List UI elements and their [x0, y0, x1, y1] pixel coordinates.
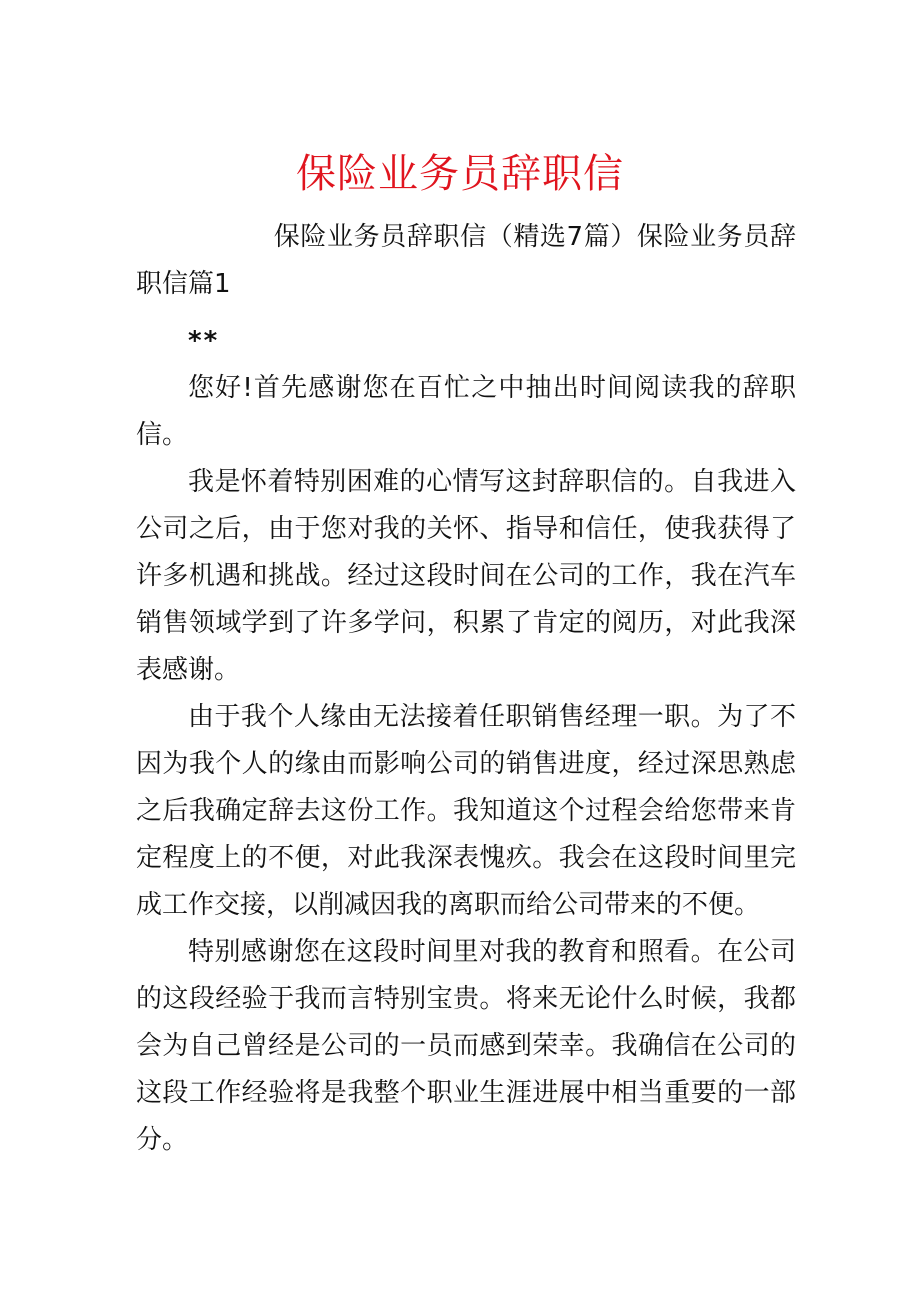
- paragraph-1: 您好!首先感谢您在百忙之中抽出时间阅读我的辞职信。: [136, 373, 796, 450]
- document-title: 保险业务员辞职信: [296, 151, 624, 197]
- document-subtitle: 保险业务员辞职信（精选7篇）保险业务员辞职信篇1: [136, 222, 796, 299]
- document-body: [136, 214, 796, 1164]
- paragraph-3: 由于我个人缘由无法接着任职销售经理一职。为了不因为我个人的缘由而影响公司的销售进度，经过深思熟虑之后我确定辞去这份工作。我知道这个过程会给您带来肯定程度上的不便，对此我深表愧疚。我会在这段时间里完成工作交接，以削减因我的离职而给公司带来的不便。: [136, 702, 796, 920]
- paragraph-2: 我是怀着特别困难的心情写这封辞职信的。自我进入公司之后，由于您对我的关怀、指导和信任，使我获得了许多机遇和挑战。经过这段时间在公司的工作，我在汽车销售领域学到了许多学问，积累了肯定的阅历，对此我深表感谢。: [136, 467, 796, 685]
- salutation: **: [188, 326, 220, 356]
- paragraph-4: 特别感谢您在这段时间里对我的教育和照看。在公司的这段经验于我而言特别宝贵。将来无论什么时候，我都会为自己曾经是公司的一员而感到荣幸。我确信在公司的这段工作经验将是我整个职业生涯进展中相当重要的一部分。: [136, 937, 796, 1155]
